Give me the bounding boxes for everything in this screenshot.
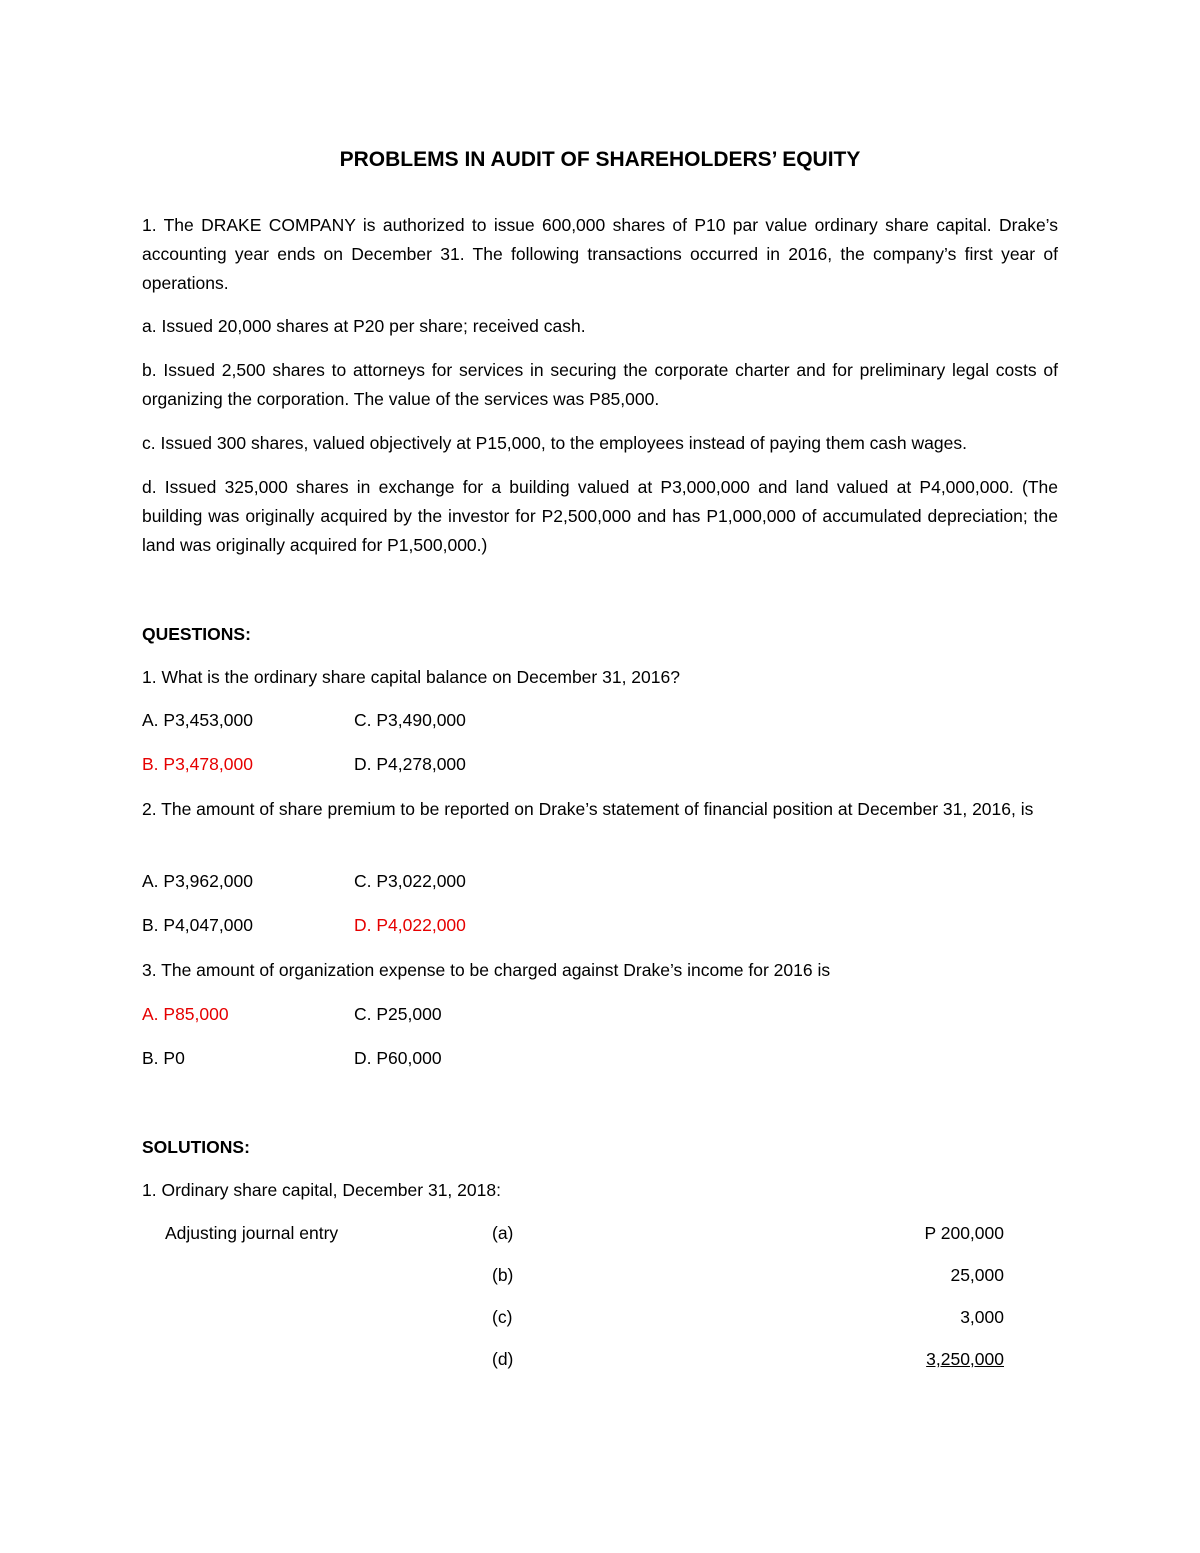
solution-amount-total: 3,250,000: [926, 1349, 1004, 1369]
q2-option-a: A. P3,962,000: [142, 871, 253, 891]
q3-option-a-answer: A. P85,000: [142, 1004, 229, 1024]
solution-row: [0, 1219, 1200, 1248]
question-3: 3. The amount of organization expense to be charged against Drake’s income for 2016 is: [142, 960, 831, 980]
solution-letter: (a): [492, 1223, 514, 1243]
solution-label: Adjusting journal entry: [165, 1223, 339, 1243]
q2-option-b: B. P4,047,000: [142, 915, 253, 935]
q3-option-b: B. P0: [142, 1048, 185, 1068]
question-2: 2. The amount of share premium to be reported on Drake’s statement of financial position at December 31, 2016, is: [142, 799, 1034, 819]
solution-row: [0, 1261, 1200, 1290]
solution-letter: (d): [492, 1349, 514, 1369]
transaction-c: c. Issued 300 shares, valued objectively at P15,000, to the employees instead of paying them cash wages.: [142, 433, 967, 453]
solutions-heading: SOLUTIONS:: [142, 1137, 250, 1157]
solution-amount: P 200,000: [924, 1223, 1004, 1243]
page-title: PROBLEMS IN AUDIT OF SHAREHOLDERS’ EQUITY: [339, 148, 861, 171]
q2-option-d-answer: D. P4,022,000: [354, 915, 466, 935]
solution-letter: (c): [492, 1307, 513, 1327]
solution-row: [0, 1303, 1200, 1332]
q1-option-a: A. P3,453,000: [142, 710, 253, 730]
solution-amount: 25,000: [950, 1265, 1004, 1285]
q3-option-d: D. P60,000: [354, 1048, 442, 1068]
transaction-d: d. Issued 325,000 shares in exchange for a building valued at P3,000,000 and land valued at P4,000,000. (The building was originally acquired by the investor for P2,500,000 and has P1,000,000 of accumulated depreciation; the land was originally acquired for P1,500,000.): [142, 477, 1058, 555]
q2-option-c: C. P3,022,000: [354, 871, 466, 891]
q1-option-c: C. P3,490,000: [354, 710, 466, 730]
q1-option-d: D. P4,278,000: [354, 754, 466, 774]
solution-row: [0, 1345, 1200, 1374]
solution-amount: 3,000: [960, 1307, 1004, 1327]
q3-option-c: C. P25,000: [354, 1004, 442, 1024]
solution-letter: (b): [492, 1265, 514, 1285]
q1-option-b-answer: B. P3,478,000: [142, 754, 253, 774]
questions-heading: QUESTIONS:: [142, 624, 251, 644]
solution-1-title: 1. Ordinary share capital, December 31, 2018:: [142, 1180, 501, 1200]
transaction-b: b. Issued 2,500 shares to attorneys for services in securing the corporate charter and for preliminary legal costs of organizing the corporation. The value of the services was P85,000.: [142, 360, 1058, 409]
question-1: 1. What is the ordinary share capital balance on December 31, 2016?: [142, 667, 680, 687]
transaction-a: a. Issued 20,000 shares at P20 per share; received cash.: [142, 316, 586, 336]
problem-intro: 1. The DRAKE COMPANY is authorized to issue 600,000 shares of P10 par value ordinary share capital. Drake’s accounting year ends on December 31. The following transactions occurred in 2016, the company’s first year of operations.: [142, 215, 1058, 293]
